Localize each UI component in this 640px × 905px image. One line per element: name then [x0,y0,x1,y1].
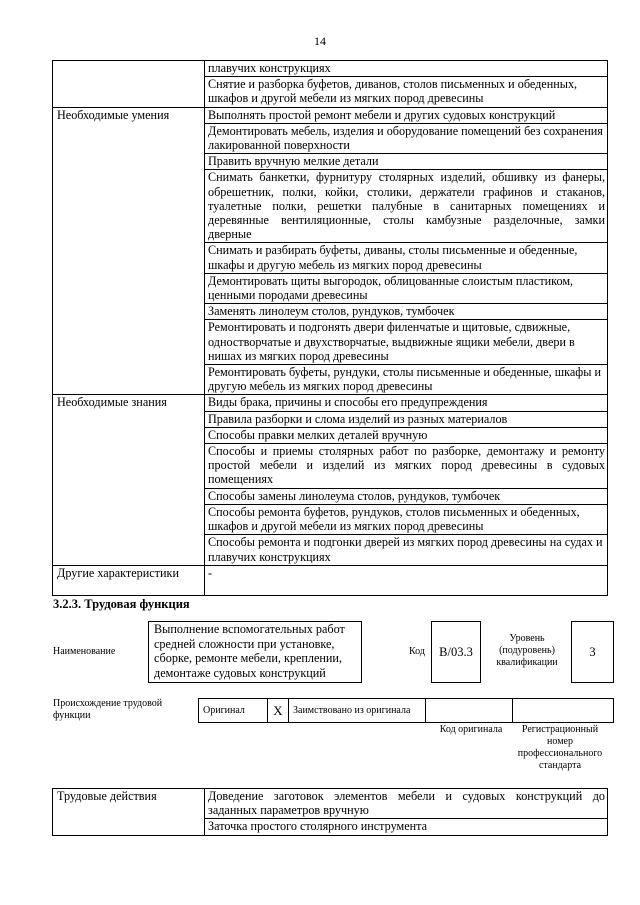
table-cell: Способы ремонта буфетов, рундуков, столов письменных и обеденных, шкафов и другой мебели из мягких пород древесины [205,504,608,534]
borrowed-label: Заимствовано из оригинала [289,699,426,723]
table-cell: Заменять линолеум столов, рундуков, тумбочек [205,304,608,320]
code-caption: Код оригинала [439,724,503,735]
original-mark: X [268,699,289,723]
level-value: 3 [589,644,596,659]
row-label-actions: Трудовые действия [53,789,205,836]
table-cell: Ремонтировать и подгонять двери филенчатые и щитовые, сдвижные, одностворчатые и двухстворчатые, выдвижные ящики мебели, двери в нишах из мягких пород древесины [205,320,608,365]
row-label-knowledge: Необходимые знания [53,395,205,565]
table-row [53,395,608,411]
code-value: B/03.3 [439,644,473,659]
table-row [53,565,608,595]
table-cell: Заточка простого столярного инструмента [205,819,608,835]
table-row [53,107,608,123]
table-row [53,61,608,77]
origin-label: Происхождение трудовой функции [53,698,163,721]
table-cell: Демонтировать мебель, изделия и оборудование помещений без сохранения лакированной поверхности [205,123,608,153]
function-name-value: Выполнение вспомогательных работ средней сложности при установке, сборке, ремонте мебели, креплении, демонтаже судовых конструкций [154,622,345,680]
actions-table [52,788,608,836]
requirements-table [52,60,608,596]
table-cell: - [205,565,608,595]
table-cell: Виды брака, причины и способы его предупреждения [205,395,608,411]
code-box [431,621,481,683]
table-cell: Способы замены линолеума столов, рундуков, тумбочек [205,488,608,504]
name-label: Наименование [53,646,116,657]
table-cell: Способы ремонта и подгонки дверей из мягких пород древесины на судах и плавучих конструкциях [205,535,608,565]
table-row [53,789,608,819]
table-cell: Снятие и разборка буфетов, диванов, столов письменных и обеденных, шкафов и другой мебели из мягких пород древесины [205,77,608,107]
table-cell: Ремонтировать буфеты, рундуки, столы письменные и обеденные, шкафы и другую мебель из мягких пород древесины [205,365,608,395]
table-cell: Способы правки мелких деталей вручную [205,427,608,443]
table-cell: Способы и приемы столярных работ по разборке, демонтажу и ремонту простой мебели и изделий из мягких пород древесины в судовых помещениях [205,444,608,489]
table-cell: Править вручную мелкие детали [205,154,608,170]
registration-number-cell [513,699,614,723]
origin-table [198,698,614,723]
row-label-other: Другие характеристики [53,565,205,595]
level-label: Уровень (подуровень) квалификации [496,633,558,668]
table-cell: Правила разборки и слома изделий из разных материалов [205,411,608,427]
code-label: Код [409,646,425,657]
table-cell: Снимать банкетки, фурнитуру столярных изделий, обшивку из фанеры, обрешетник, полки, койки, столики, держатели графинов и стаканов, туалетные полки, решетки палубные в санитарных помещениях и деревянные вентиляционные, столы камбузные разделочные, замки дверные [205,170,608,243]
registration-caption: Регистрационный номер профессионального стандарта [517,724,603,771]
row-label [53,61,205,108]
table-cell: Снимать и разбирать буфеты, диваны, столы письменные и обеденные, шкафы и другую мебель из мягких пород древесины [205,243,608,273]
section-title: 3.2.3. Трудовая функция [53,597,190,611]
original-code-cell [426,699,513,723]
function-name-box [148,621,362,683]
table-cell: плавучих конструкциях [205,61,608,77]
table-cell: Демонтировать щиты выгородок, облицованные слоистым пластиком, ценными породами древесины [205,273,608,303]
table-cell: Доведение заготовок элементов мебели и судовых конструкций до заданных параметров вручную [205,789,608,819]
level-box [571,621,614,683]
row-label-skills: Необходимые умения [53,107,205,395]
page-number: 14 [314,34,326,48]
table-cell: Выполнять простой ремонт мебели и других судовых конструкций [205,107,608,123]
original-label: Оригинал [199,699,268,723]
